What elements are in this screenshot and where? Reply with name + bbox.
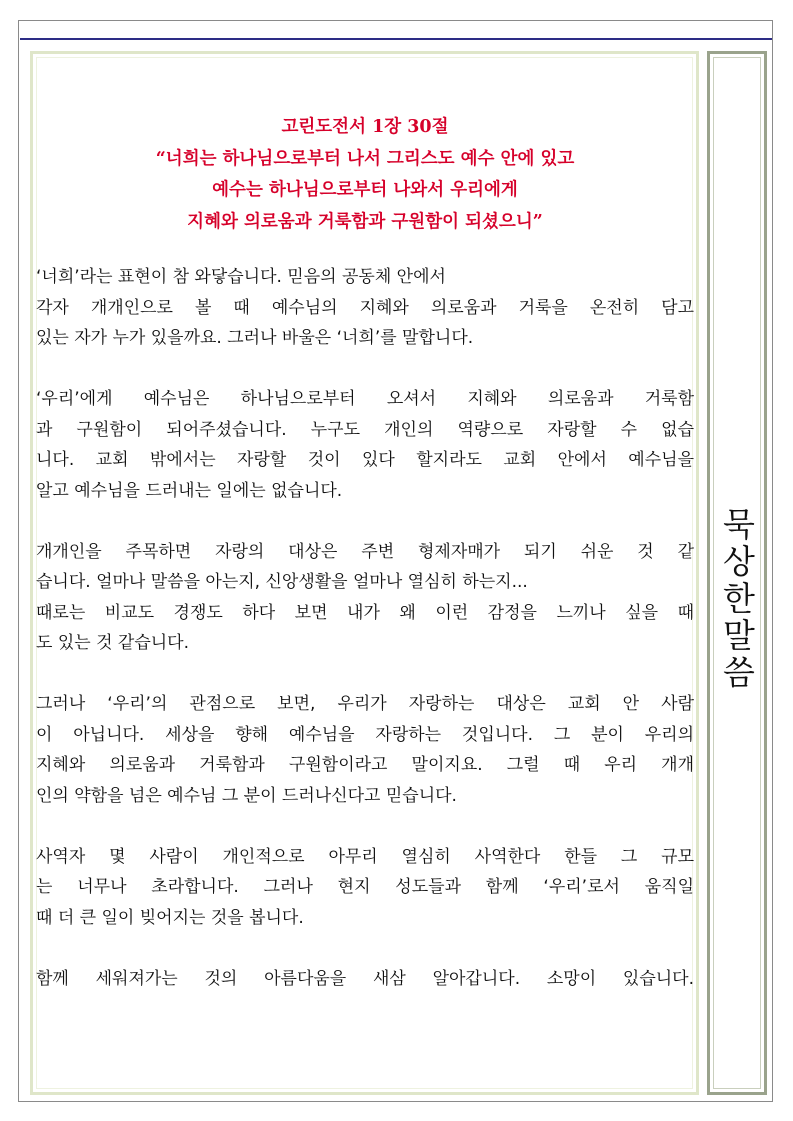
paragraph [36, 689, 694, 811]
paragraph [36, 384, 694, 506]
paragraph-line: 이 아닙니다. 세상을 향해 예수님을 자랑하는 것입니다. 그 분이 우리의 [36, 724, 694, 745]
paragraph-line: ‘너희’라는 표현이 참 와닿습니다. 믿음의 공동체 안에서 [36, 267, 446, 287]
paragraph-line: 도 있는 것 같습니다. [36, 633, 189, 653]
paragraph-line: 사역자 몇 사람이 개인적으로 아무리 열심히 사역한다 한들 그 규모 [36, 846, 694, 867]
paragraph [36, 964, 694, 995]
paragraph-line: 니다. 교회 밖에서는 자랑할 것이 있다 할지라도 교회 안에서 예수님을 [36, 450, 694, 470]
paragraph-line: 함께 세워져가는 것의 아름다움을 새삼 알아갑니다. 소망이 있습니다. [36, 968, 694, 989]
verse-line: “너희는 하나님으로부터 나서 그리스도 예수 안에 있고 [155, 148, 575, 169]
paragraph [36, 537, 694, 659]
paragraph-line: 그러나 ‘우리’의 관점으로 보면, 우리가 자랑하는 대상은 교회 안 사람 [36, 694, 694, 714]
paragraph-line: 있는 자가 누가 있을까요. 그러나 바울은 ‘너희’를 말합니다. [36, 328, 474, 348]
paragraph-line: 때 더 큰 일이 빚어지는 것을 봅니다. [36, 907, 304, 928]
paragraph-line: 습니다. 얼마나 말씀을 아는지, 신앙생활을 얼마나 열심히 하는지... [36, 572, 528, 592]
paragraph-line: 지혜와 의로움과 거룩함과 구원함이라고 말이지요. 그럴 때 우리 개개 [36, 755, 694, 775]
paragraph-line: 알고 예수님을 드러내는 일에는 없습니다. [36, 480, 343, 501]
paragraph-line: 각자 개개인으로 볼 때 예수님의 지혜와 의로움과 거룩을 온전히 담고 [36, 297, 694, 318]
side-title-wrapper [710, 54, 764, 1092]
paragraph [36, 262, 694, 354]
paragraph-line: 인의 약함을 넘은 예수님 그 분이 드러나신다고 믿습니다. [36, 785, 457, 806]
side-title-panel [707, 51, 767, 1095]
paragraph-line: 는 너무나 초라합니다. 그러나 현지 성도들과 함께 ‘우리’로서 움직일 [36, 877, 694, 897]
top-divider [20, 38, 772, 40]
meditation-body [36, 262, 694, 1025]
paragraph [36, 842, 694, 934]
paragraph-line: ‘우리’에게 예수님은 하나님으로부터 오셔서 지혜와 의로움과 거룩함 [36, 389, 694, 409]
scripture-verse [40, 112, 690, 238]
paragraph-line: 과 구원함이 되어주셨습니다. 누구도 개인의 역량으로 자랑할 수 없습 [36, 419, 694, 440]
side-title: 묵상한말씀 [717, 506, 757, 692]
paragraph-line: 때로는 비교도 경쟁도 하다 보면 내가 왜 이런 감정을 느끼나 싶을 때 [36, 602, 694, 623]
verse-reference: 고린도전서 1장 30절 [281, 117, 449, 137]
verse-line: 지혜와 의로움과 거룩함과 구원함이 되셨으니” [187, 211, 543, 232]
paragraph-line: 개개인을 주목하면 자랑의 대상은 주변 형제자매가 되기 쉬운 것 같 [36, 541, 694, 562]
verse-line: 예수는 하나님으로부터 나와서 우리에게 [212, 180, 518, 200]
